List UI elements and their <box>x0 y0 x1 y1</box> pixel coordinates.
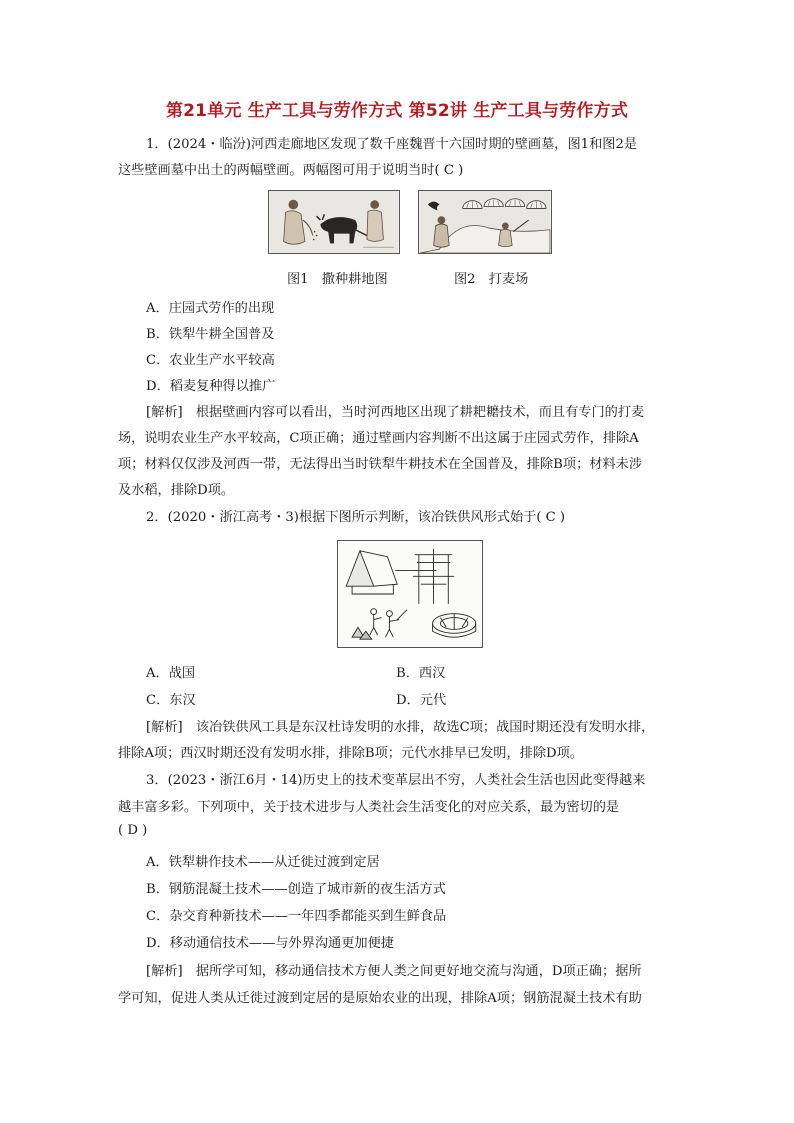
q1-stem-line2: 这些壁画墓中出土的两幅壁画。两幅图可用于说明当时( C ) <box>118 163 464 178</box>
q2-option-d: D．元代 <box>396 693 447 708</box>
q1-option-d: D．稻麦复种得以推广 <box>146 379 276 394</box>
q1-option-b: B．铁犁牛耕全国普及 <box>146 327 275 342</box>
q2-option-b: B．西汉 <box>396 666 446 681</box>
figure-1-sowing-plowing-mural <box>268 190 400 254</box>
q3-analysis-line1: [解析] 据所学可知，移动通信技术方便人类之间更好地交流与沟通，D项正确；据所 <box>146 964 642 979</box>
q1-analysis-line1: [解析] 根据壁画内容可以看出，当时河西地区出现了耕耙耱技术，而且有专门的打麦 <box>146 405 645 420</box>
q3-option-c: C．杂交育种新技术——一年四季都能买到生鲜食品 <box>146 909 447 924</box>
q1-analysis-line2: 场，说明农业生产水平较高，C项正确；通过壁画内容判断不出这属于庄园式劳作，排除A <box>118 431 639 446</box>
q1-stem-line1: 1．(2024・临汾)河西走廊地区发现了数千座魏晋十六国时期的壁画墓，图1和图2是 <box>146 137 638 152</box>
q3-option-a: A．铁犁耕作技术——从迁徙过渡到定居 <box>146 855 380 870</box>
q2-analysis-line2: 排除A项；西汉时期还没有发明水排，排除B项；元代水排早已发明，排除D项。 <box>118 746 583 761</box>
q1-analysis-line3: 项；材料仅仅涉及河西一带，无法得出当时铁犁牛耕技术在全国普及，排除B项；材料未涉 <box>118 457 642 472</box>
q2-option-a: A．战国 <box>146 666 196 681</box>
q3-stem-line2: 越丰富多彩。下列项中，关于技术进步与人类社会生活变化的对应关系，最为密切的是 <box>118 800 620 815</box>
q2-analysis-line1: [解析] 该冶铁供风工具是东汉杜诗发明的水排，故选C项；战国时期还没有发明水排， <box>146 720 655 735</box>
figure-2-caption: 图2 打麦场 <box>454 272 529 287</box>
q3-stem-line1: 3．(2023・浙江6月・14)历史上的技术变革层出不穷，人类社会生活也因此变得越来 <box>146 773 646 788</box>
q3-stem-line3: ( D ) <box>118 823 148 838</box>
figure-1-caption: 图1 撒种耕地图 <box>287 272 388 287</box>
figure-2-threshing-floor-mural <box>418 190 552 254</box>
q1-analysis-line4: 及水稻，排除D项。 <box>118 483 235 498</box>
q3-option-b: B．钢筋混凝土技术——创造了城市新的夜生活方式 <box>146 882 446 897</box>
q3-option-d: D．移动通信技术——与外界沟通更加便捷 <box>146 936 394 951</box>
q2-option-c: C．东汉 <box>146 693 196 708</box>
mural-image-1 <box>269 191 399 253</box>
q1-option-c: C．农业生产水平较高 <box>146 353 275 368</box>
water-bellows-illustration <box>338 541 482 647</box>
q1-option-a: A．庄园式劳作的出现 <box>146 301 275 316</box>
page-title: 第21单元 生产工具与劳作方式 第52讲 生产工具与劳作方式 <box>165 101 629 121</box>
q2-stem: 2．(2020・浙江高考・3)根据下图所示判断，该冶铁供风形式始于( C ) <box>146 510 566 525</box>
mural-image-2 <box>419 191 551 253</box>
q3-analysis-line2: 学可知，促进人类从迁徙过渡到定居的是原始农业的出现，排除A项；钢筋混凝土技术有助 <box>118 991 642 1006</box>
figure-water-powered-bellows <box>337 540 483 648</box>
